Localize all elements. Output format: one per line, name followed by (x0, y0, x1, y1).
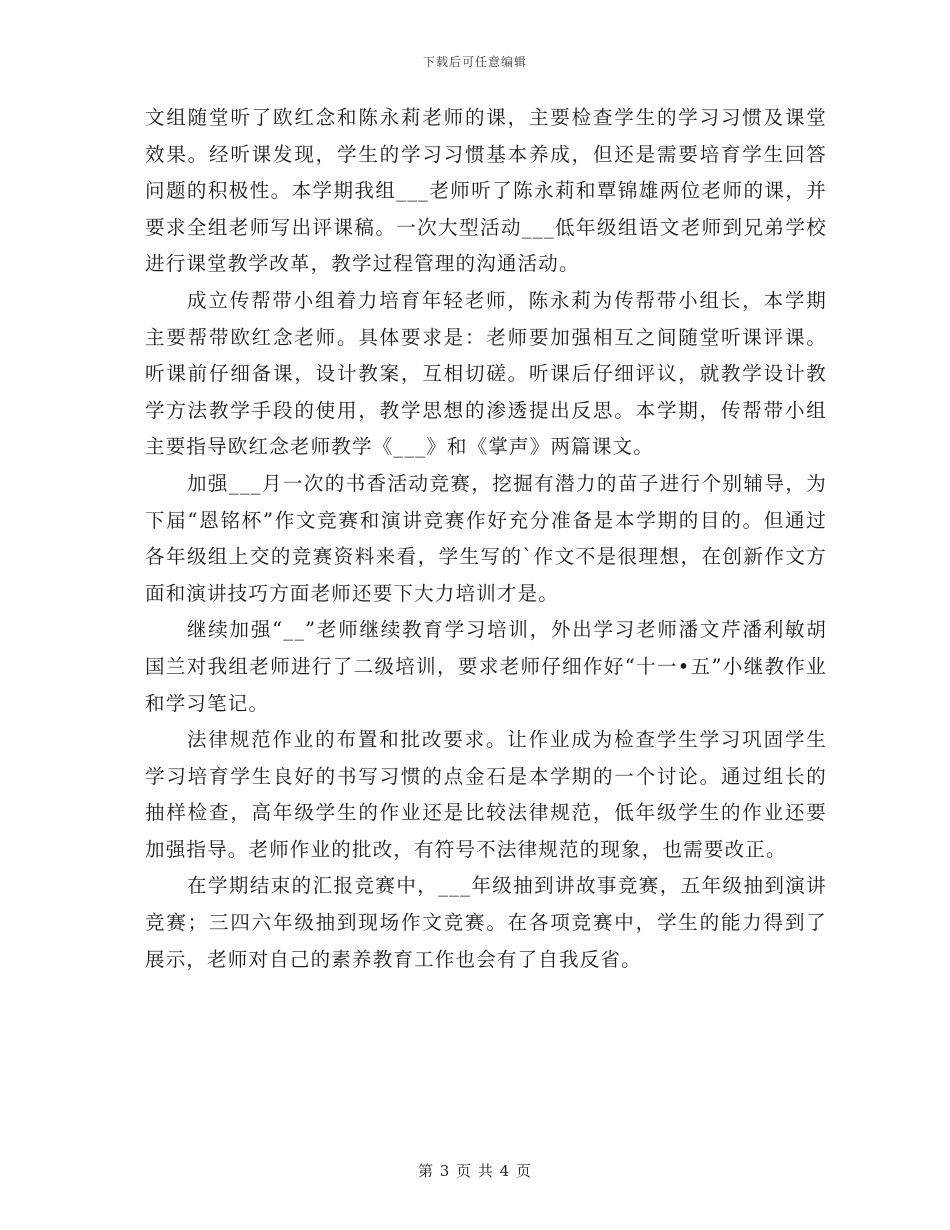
page-number: 第 3 页 共 4 页 (418, 1162, 532, 1180)
paragraph-reading-competition: 加强___月一次的书香活动竞赛，挖掘有潜力的苗子进行个别辅导，为下届“恩铭杯”作文竞赛和演讲竞赛作好充分准备是本学期的目的。但通过各年级组上交的竞赛资料来看，学生写的`作文不是很理想，在创新作文方面和演讲技巧方面老师还要下大力培训才是。 (145, 471, 827, 605)
paragraph-homework-standards: 法律规范作业的布置和批改要求。让作业成为检查学生学习巩固学生学习培育学生良好的书写习惯的点金石是本学期的一个讨论。通过组长的抽样检查，高年级学生的作业还是比较法律规范，低年级学生的作业还要加强指导。老师作业的批改，有符号不法律规范的现象，也需要改正。 (145, 728, 827, 861)
document-body (145, 100, 827, 978)
paragraph-mentoring-group: 成立传帮带小组着力培育年轻老师，陈永莉为传帮带小组长，本学期主要帮带欧红念老师。具体要求是：老师要加强相互之间随堂听课评课。听课前仔细备课，设计教案，互相切磋。听课后仔细评议，就教学设计教学方法教学手段的使用，教学思想的渗透提出反思。本学期，传帮带小组主要指导欧红念老师教学《___》和《掌声》两篇课文。 (145, 288, 827, 459)
paragraph-final-competition: 在学期结束的汇报竞赛中，___年级抽到讲故事竞赛，五年级抽到演讲竞赛；三四六年级抽到现场作文竞赛。在各项竞赛中，学生的能力得到了展示，老师对自己的素养教育工作也会有了自我反省。 (145, 874, 827, 971)
paragraph-teacher-training: 继续加强“__”老师继续教育学习培训，外出学习老师潘文芹潘利敏胡国兰对我组老师进行了二级培训，要求老师仔细作好“十一•五”小继教作业和学习笔记。 (145, 618, 827, 715)
paragraph-continued: 文组随堂听了欧红念和陈永莉老师的课，主要检查学生的学习习惯及课堂效果。经听课发现，学生的学习习惯基本养成，但还是需要培育学生回答问题的积极性。本学期我组___老师听了陈永莉和覃锦雄两位老师的课，并要求全组老师写出评课稿。一次大型活动___低年级组语文老师到兄弟学校进行课堂教学改革，教学过程管理的沟通活动。 (145, 106, 827, 276)
page-header: 下载后可任意编辑 (422, 55, 527, 69)
